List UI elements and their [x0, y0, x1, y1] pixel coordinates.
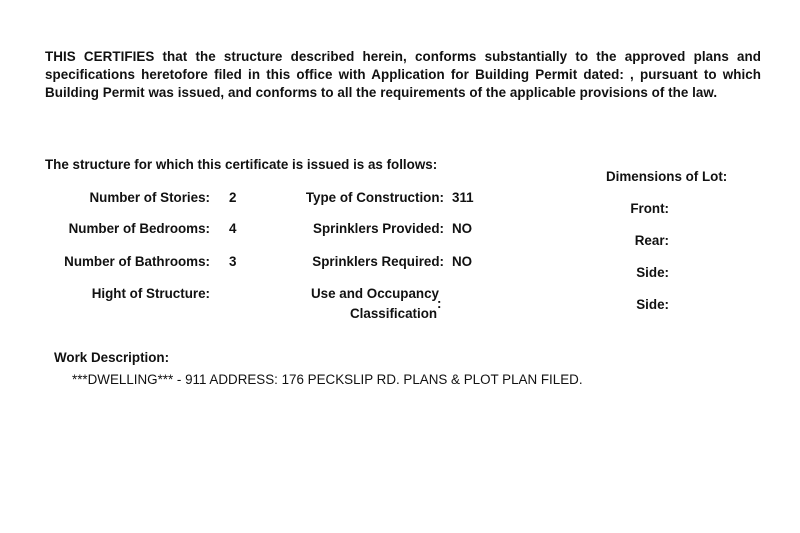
lot-front-label: Front: [630, 201, 669, 216]
sprinklers-required-label: Sprinklers Required: [312, 254, 444, 269]
work-description-text: ***DWELLING*** - 911 ADDRESS: 176 PECKSLIP RD. PLANS & PLOT PLAN FILED. [72, 372, 583, 387]
use-occupancy-colon: : [437, 296, 442, 311]
sprinklers-provided-value: NO [452, 221, 473, 236]
height-label: Hight of Structure: [91, 286, 210, 301]
lot-dimensions-title: Dimensions of Lot: [606, 169, 728, 184]
lot-side-label: Side: [636, 265, 669, 280]
construction-type-label: Type of Construction: [305, 190, 444, 205]
sprinklers-required-value: NO [452, 254, 473, 269]
classification-label: Classification [350, 306, 438, 321]
work-description-title: Work Description: [54, 350, 170, 365]
lot-side-label-2: Side: [636, 297, 669, 312]
bedrooms-label: Number of Bedrooms: [68, 221, 210, 236]
sprinklers-provided-label: Sprinklers Provided: [313, 221, 444, 236]
bedrooms-value: 4 [229, 221, 237, 236]
use-occupancy-label: Use and Occupancy [311, 286, 440, 301]
lot-rear-label: Rear: [634, 233, 669, 248]
stories-value: 2 [229, 190, 237, 205]
construction-type-value: 311 [452, 190, 474, 205]
bathrooms-value: 3 [229, 254, 237, 269]
structure-intro: The structure for which this certificate is issued is as follows: [45, 157, 438, 172]
certification-statement: THIS CERTIFIES that the structure described herein, conforms substantially to the approved plans and specifications heretofore filed in this office with Application for Building Permit dated: , pursuant to which Building Permit was issued, and conforms to all the requirements of the applicable provisions of the law. [45, 49, 761, 100]
bathrooms-label: Number of Bathrooms: [64, 254, 210, 269]
stories-label: Number of Stories: [89, 190, 210, 205]
